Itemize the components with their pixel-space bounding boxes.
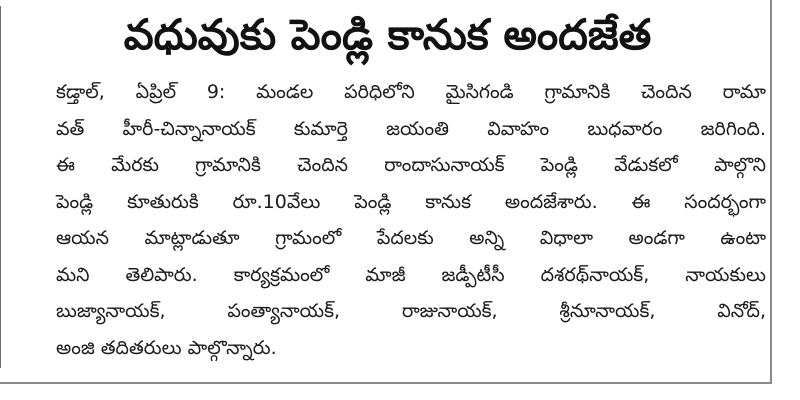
column-rule-left <box>0 6 1 368</box>
column-rule-bottom <box>0 382 772 384</box>
article-line: మని తెలిపారు. కార్యక్రమంలో మాజీ జడ్పీటీసీ దశరథ్‌నాయక్, నాయకులు <box>56 263 766 286</box>
column-rule-right <box>770 0 772 382</box>
article-line: ఈ మేరకు గ్రామానికి చెందిన రాందాసునాయక్ పెండ్లి వేడుకలో పాల్గొని <box>56 154 766 176</box>
article-headline: వధువుకు పెండ్లి కానుక అందజేత <box>123 10 652 59</box>
article-line: అంజి తదితరులు పాల్గొన్నారు. <box>56 336 277 359</box>
article-line: ఆయన మాట్లాడుతూ గ్రామంలో పేదలకు అన్ని విధాలా అండగా ఉంటా <box>56 227 766 249</box>
article-line: పెండ్లి కూతురుకి రూ.10వేలు పెండ్లి కానుక అందజేశారు. ఈ సందర్భంగా <box>56 190 766 213</box>
article-line: కడ్తాల్, ఏప్రిల్ 9: మండల పరిధిలోని మైసిగండి గ్రామానికి చెందిన రామా <box>56 81 766 103</box>
article-line: బుజ్యానాయక్, పంత్యానాయక్, రాజునాయక్, శ్రీనూనాయక్, వినోద్, <box>56 300 766 322</box>
article-body <box>56 74 766 366</box>
article-line: వత్ హీరీ-చిన్నానాయక్ కుమార్తె జయంతి వివాహం బుధవారం జరిగింది. <box>56 117 766 140</box>
